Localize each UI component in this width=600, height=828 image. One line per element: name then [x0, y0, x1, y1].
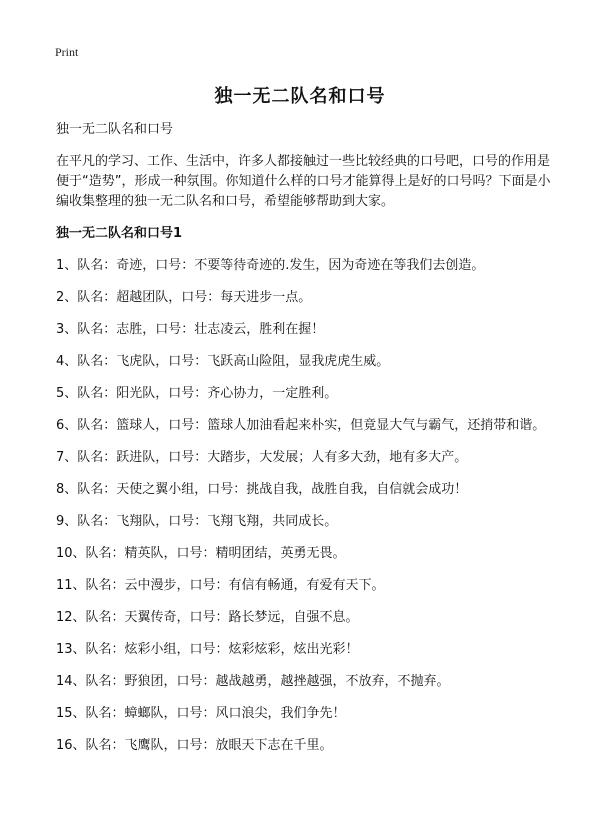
list-item: 2、队名：超越团队，口号：每天进步一点。 — [56, 290, 312, 305]
list-item: 15、队名：蟑螂队，口号：风口浪尖，我们争先！ — [56, 706, 346, 721]
list-item: 4、队名：飞虎队，口号：飞跃高山险阻，显我虎虎生威。 — [56, 354, 390, 369]
list-item: 7、队名：跃进队，口号：大踏步，大发展；人有多大劲，地有多大产。 — [56, 450, 468, 465]
list-item: 1、队名：奇迹，口号：不要等待奇迹的.发生，因为奇迹在等我们去创造。 — [56, 258, 485, 273]
intro-paragraph: 在平凡的学习、工作、生活中，许多人都接触过一些比较经典的口号吧，口号的作用是便于“造势”，形成一种氛围。你知道什么样的口号才能算得上是好的口号吗？下面是小编收集整理的独一无二队名和口号，希望能够帮助到大家。 — [56, 154, 551, 209]
list-item: 13、队名：炫彩小组，口号：炫彩炫彩，炫出光彩！ — [56, 642, 359, 657]
section-heading: 独一无二队名和口号1 — [56, 226, 183, 241]
page-title: 独一无二队名和口号 — [214, 86, 386, 107]
list-item: 11、队名：云中漫步，口号：有信有畅通，有爱有天下。 — [56, 578, 385, 593]
list-item: 8、队名：天使之翼小组，口号：挑战自我，战胜自我，自信就会成功！ — [56, 482, 468, 497]
print-link[interactable]: Print — [55, 45, 79, 59]
article-subtitle: 独一无二队名和口号 — [56, 122, 174, 137]
list-item: 10、队名：精英队，口号：精明团结，英勇无畏。 — [56, 546, 346, 561]
list-item: 12、队名：天翼传奇，口号：路长梦远，自强不息。 — [56, 610, 359, 625]
list-item: 16、队名：飞鹰队，口号：放眼天下志在千里。 — [56, 738, 333, 753]
list-item: 9、队名：飞翔队，口号：飞翔飞翔，共同成长。 — [56, 514, 338, 529]
list-item: 6、队名：篮球人，口号：篮球人加油看起来朴实，但竟显大气与霸气，还捎带和谐。 — [56, 418, 546, 433]
article-body — [56, 120, 556, 768]
list-item: 5、队名：阳光队，口号：齐心协力，一定胜利。 — [56, 386, 338, 401]
list-item: 14、队名：野狼团，口号：越战越勇，越挫越强，不放弃，不抛弃。 — [56, 674, 450, 689]
list-item: 3、队名：志胜，口号：壮志凌云，胜利在握！ — [56, 322, 325, 337]
